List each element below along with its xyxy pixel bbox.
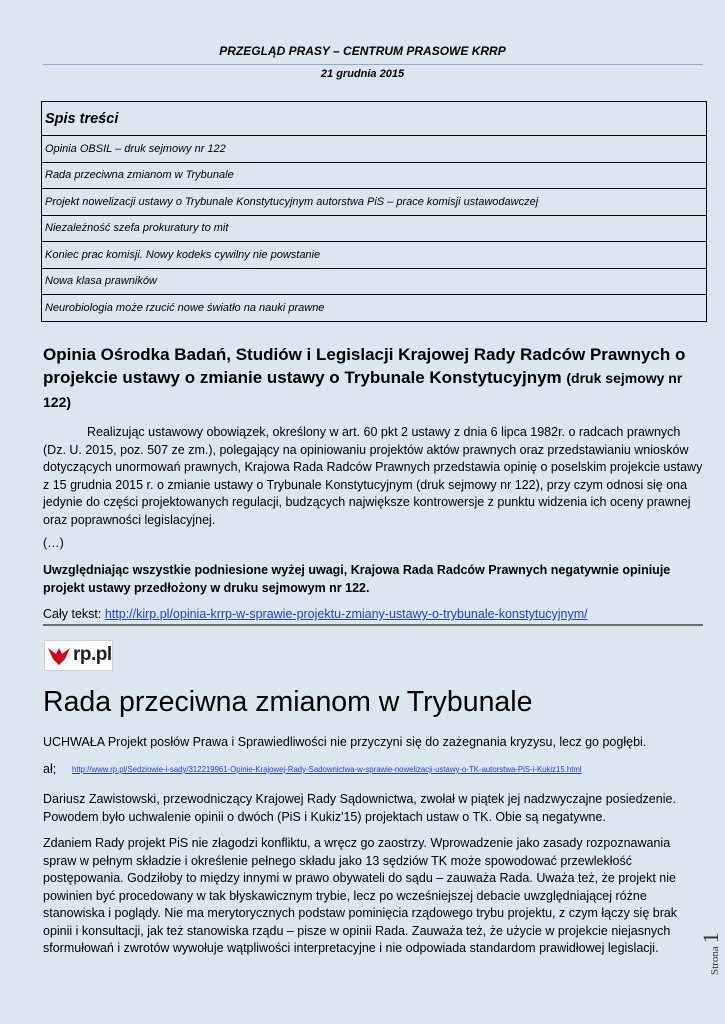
article2-source-link[interactable]: http://www.rp.pl/Sedziowie-i-sady/312219961-Opinie-Krajowej-Rady-Sadownictwa-w-sprawie-nowelizacji-ustawy-o-TK-autorstwa-PiS-i-Kukiz15.html (72, 765, 582, 774)
toc-item[interactable]: Opinia OBSIL – druk sejmowy nr 122 (42, 136, 707, 163)
page-number (698, 932, 724, 975)
article1-title-suffix: (druk sejmowy nr 122) (43, 370, 683, 410)
article1-conclusion: Uwzględniając wszystkie podniesione wyżej uwagi, Krajowa Rada Radców Prawnych negatywnie opiniuje projekt ustawy przedłożony w druku sejmowym nr 122. (43, 563, 671, 595)
press-review-title: PRZEGLĄD PRASY – CENTRUM PRASOWE KRRP (219, 44, 506, 58)
article2-source-label: ał; (43, 762, 57, 776)
toc-item[interactable]: Projekt nowelizacji ustawy o Trybunale Konstytucyjnym autorstwa PiS – prace komisji ustawodawczej (42, 189, 707, 216)
page-number-value: 1 (698, 932, 723, 944)
press-review-date: 21 grudnia 2015 (320, 68, 405, 80)
section-divider (43, 624, 703, 626)
article2-paragraph-1: Dariusz Zawistowski, przewodniczący Krajowej Rady Sądownictwa, zwołał w piątek jej nadzwyczajne posiedzenie. Powodem było uchwalenie opinii o dwóch (PiS i Kukiz'15) projektach ustaw o TK. Obie są negatywne. (43, 792, 676, 824)
toc-item[interactable]: Nowa klasa prawników (42, 268, 707, 295)
article2-paragraph-2: Zdaniem Rady projekt PiS nie złagodzi konfliktu, a wręcz go zaostrzy. Wprowadzenie jako zasady rozpoznawania spraw w pełnym składzie i określenie pełnego składu jako 13 sędziów TK może spowodować przewlekłość postępowania. Godziłoby to między innymi w prawo obywateli do sądu – zauważa Rada. Uważa też, że projekt nie powinien być procedowany w tak błyskawicznym trybie, lecz po wcześniejszej debacie uwzględniającej różne stanowiska i poglądy. Nie ma merytorycznych podstaw pominięcia rządowego trybu projektu, z czym łączy się brak opinii i konsultacji, jak też stanowiska rządu – pisze w opinii Rada. Zauważa też, że użycie w projekcie niejasnych sformułowań i zwrotów wywołuje wątpliwości interpretacyjne i nie odpowiada standardom prawidłowej legislacji. (43, 836, 678, 955)
article2-title: Rada przeciwna zmianom w Trybunale (43, 686, 533, 718)
article1-ellipsis: (…) (43, 536, 64, 550)
article1-fulltext (43, 606, 703, 624)
table-of-contents (41, 101, 707, 322)
header-divider (43, 64, 703, 65)
logo-text: rp.pl (73, 644, 112, 665)
toc-item[interactable]: Niezależność szefa prokuratury to mit (42, 215, 707, 242)
toc-item[interactable]: Koniec prac komisji. Nowy kodeks cywilny nie powstanie (42, 242, 707, 269)
article2-lead: UCHWAŁA Projekt posłów Prawa i Sprawiedliwości nie przyczyni się do zażegnania kryzysu, lecz go pogłębi. (43, 735, 647, 749)
toc-heading: Spis treści (42, 102, 707, 136)
article1-body: Realizując ustawowy obowiązek, określony w art. 60 pkt 2 ustawy z dnia 6 lipca 1982r. o radcach prawnych (Dz. U. 2015, poz. 507 ze zm.), polegający na opiniowaniu projektów aktów prawnych oraz przedstawianiu wniosków dotyczących unormowań prawnych, Krajowa Rada Radców Prawnych przedstawia opinię o poselskim projekcie ustawy z 15 grudnia 2015 r. o zmianie ustawy o Trybunale Konstytucyjnym (druk sejmowy nr 122), przy czym odnosi się ona jedynie do części projektowanych regulacji, budzących największe kontrowersje z punktu widzenia ich oceny prawnej oraz poprawności legislacyjnej. (43, 425, 703, 527)
eagle-icon (48, 646, 70, 666)
fulltext-label: Cały tekst: (43, 607, 102, 621)
article1-title (43, 343, 698, 414)
article1-title-main: Opinia Ośrodka Badań, Studiów i Legislacji Krajowej Rady Radców Prawnych o projekcie ustawy o zmianie ustawy o Trybunale Konstytucyjnym (43, 345, 686, 387)
fulltext-link[interactable]: http://kirp.pl/opinia-krrp-w-sprawie-projektu-zmiany-ustawy-o-trybunale-konstytucyjnym/ (104, 607, 588, 621)
toc-item[interactable]: Rada przeciwna zmianom w Trybunale (42, 162, 707, 189)
page-label: Strona (709, 946, 721, 975)
toc-item[interactable]: Neurobiologia może rzucić nowe światło na nauki prawne (42, 295, 707, 322)
rp-pl-logo (44, 640, 113, 671)
